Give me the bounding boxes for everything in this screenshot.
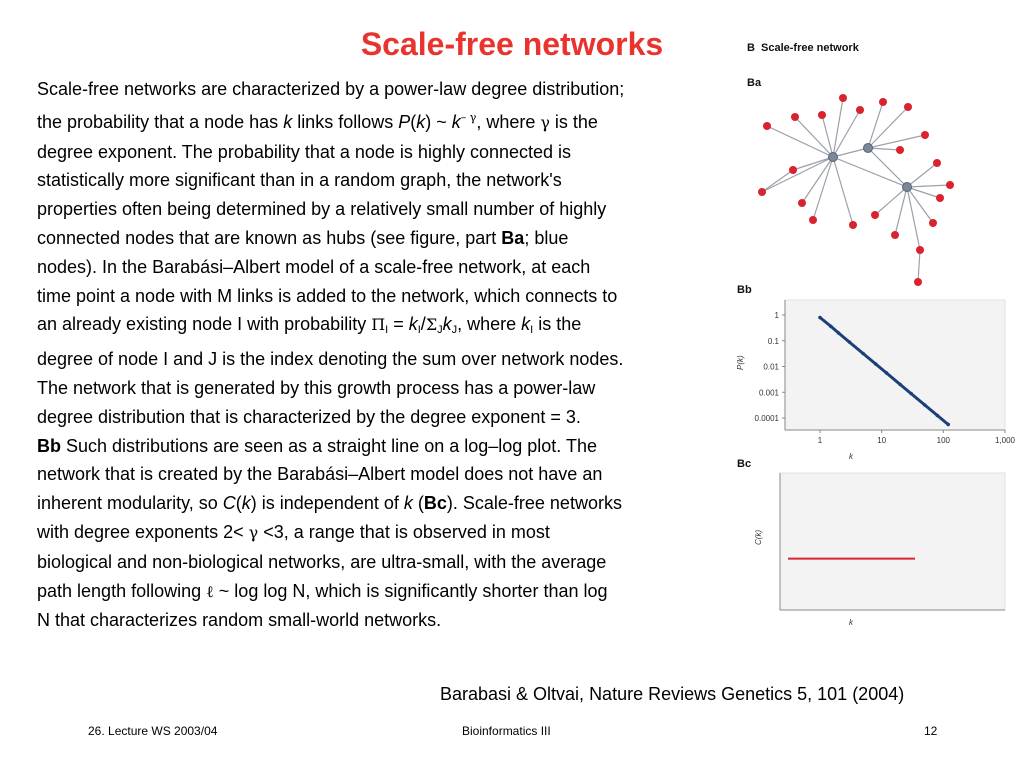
body-line-14: network that is created by the Barabási–Albert model does not have an — [37, 464, 603, 485]
text: ; blue — [524, 227, 569, 248]
text: links follows — [292, 111, 399, 132]
plot-b-point — [818, 316, 822, 320]
plot-b-ytick-label: 0.1 — [767, 336, 779, 346]
plot-b-point — [874, 362, 878, 366]
network-hub-node — [864, 144, 873, 153]
plot-b-point — [909, 392, 913, 396]
plot-b-point — [946, 423, 950, 427]
network-node — [856, 106, 864, 114]
subscript: I — [385, 324, 389, 337]
text: , where — [457, 314, 522, 335]
plot-b-ytick-label: 1 — [774, 311, 779, 320]
plot-b-point — [848, 340, 852, 344]
plot-b-point — [837, 331, 841, 335]
body-line-2 — [37, 104, 697, 138]
network-node — [798, 199, 806, 207]
plot-b-point — [885, 371, 889, 375]
network-node — [914, 278, 922, 286]
network-edge — [868, 107, 908, 148]
text: = — [388, 314, 409, 335]
body-line-1: Scale-free networks are characterized by a power-law degree distribution; — [37, 79, 625, 99]
text: connected nodes that are known as hubs (see figure, part — [37, 227, 502, 248]
text: Bb — [37, 435, 61, 456]
plot-b-xtick-label: 100 — [936, 436, 951, 445]
network-node — [936, 194, 944, 202]
network-node — [946, 181, 954, 189]
ell-symbol: ℓ — [206, 581, 214, 601]
plot-b-background — [785, 300, 1005, 430]
body-line-10: degree of node I and J is the index denoting the sum over network nodes. — [37, 349, 624, 370]
text: ~ log log N, which is significantly shorter than log — [213, 580, 608, 601]
network-node — [871, 211, 879, 219]
pi-symbol: Π — [371, 315, 386, 335]
network-edge — [762, 157, 833, 192]
text: ) is independent of — [250, 493, 404, 514]
network-edge — [868, 135, 925, 148]
network-edge — [918, 250, 920, 282]
footer-lecture: 26. Lecture WS 2003/04 — [88, 724, 218, 738]
network-edge — [833, 148, 868, 157]
text: ). Scale-free networks — [446, 493, 622, 514]
text: / — [420, 314, 426, 335]
text: ( — [235, 493, 242, 514]
text: path length following — [37, 580, 207, 601]
body-line-7: nodes). In the Barabási–Albert model of a scale-free network, at each — [37, 256, 591, 277]
network-node — [789, 166, 797, 174]
body-line-19: N that characterizes random small-world networks. — [37, 610, 442, 631]
network-hub-node — [903, 183, 912, 192]
text: Bc — [423, 493, 447, 514]
body-line-16 — [37, 518, 697, 548]
panel-a-label: Ba — [747, 77, 762, 89]
subscript: I — [417, 324, 421, 337]
plot-c-ylabel: C(k) — [754, 529, 763, 545]
text: C — [222, 493, 236, 514]
network-node — [849, 221, 857, 229]
network-node — [904, 103, 912, 111]
gamma-symbol: γ — [540, 112, 550, 132]
network-node — [809, 216, 817, 224]
figure-header-letter: B — [747, 42, 755, 54]
network-edge — [833, 157, 853, 225]
plot-b-point — [861, 352, 865, 356]
network-node — [891, 231, 899, 239]
gamma-symbol: γ — [248, 522, 259, 542]
plot-b-xlabel: k — [849, 452, 853, 461]
body-line-6 — [37, 224, 697, 253]
plot-b-xtick-label: 10 — [877, 436, 887, 445]
network-node — [933, 159, 941, 167]
text: P — [398, 111, 411, 132]
network-nodes — [758, 94, 954, 286]
text: the probability that a node has — [37, 111, 284, 132]
plot-b-ylabel: P(k) — [736, 355, 745, 370]
network-edge — [907, 187, 940, 198]
network-edge — [875, 187, 907, 215]
plot-b-point — [936, 414, 940, 418]
network-node — [929, 219, 937, 227]
body-line-12: degree distribution that is characterized by the degree exponent = 3. — [37, 406, 581, 427]
panel-c-label: Bc — [737, 458, 752, 470]
body-line-18 — [37, 577, 697, 607]
text: an already existing node I with probability — [37, 314, 372, 335]
body-line-9 — [37, 310, 697, 345]
text: ) ~ — [425, 111, 452, 132]
plot-b-ytick-label: 0.0001 — [754, 414, 779, 423]
citation: Barabasi & Oltvai, Nature Reviews Genetics 5, 101 (2004) — [440, 684, 905, 704]
panel-b-label: Bb — [737, 284, 752, 296]
body-line-5: properties often being determined by a relatively small number of highly — [37, 199, 607, 220]
network-edge — [895, 187, 907, 235]
body-line-15 — [37, 489, 697, 518]
body-line-8: time point a node with M links is added to the network, which connects to — [37, 285, 618, 306]
text: is the — [549, 111, 598, 132]
text: k — [442, 314, 452, 335]
network-edges — [762, 98, 950, 282]
plot-b-point — [829, 325, 833, 329]
plot-b-point — [923, 403, 927, 407]
network-edge — [793, 157, 833, 170]
network-node — [879, 98, 887, 106]
body-line-3: degree exponent. The probability that a node is highly connected is — [37, 141, 572, 162]
network-node — [791, 113, 799, 121]
network-edge — [907, 185, 950, 187]
figure-header-text: Scale-free network — [761, 42, 859, 54]
body-line-4: statistically more significant than in a random graph, the network's — [37, 170, 562, 191]
plot-b-xtick-label: 1 — [817, 436, 823, 445]
footer-course: Bioinformatics III — [462, 724, 551, 738]
network-edge — [907, 163, 937, 187]
network-node — [763, 122, 771, 130]
network-edge — [762, 170, 793, 192]
text: is the — [533, 314, 582, 335]
network-edge — [767, 126, 833, 157]
plot-b-ytick-label: 0.001 — [758, 388, 779, 398]
text: ( — [410, 111, 417, 132]
footer-page-number: 12 — [924, 724, 938, 738]
slide-title: Scale-free networks — [360, 26, 664, 62]
network-edge — [833, 157, 907, 187]
text: Such distributions are seen as a straight line on a log–log plot. The — [61, 435, 598, 456]
text: k — [241, 493, 251, 514]
plot-b-point — [898, 383, 902, 387]
superscript: – γ — [460, 110, 477, 124]
plot-b-ytick-label: 0.01 — [763, 362, 779, 372]
text: k — [416, 111, 426, 132]
body-line-13 — [37, 432, 697, 461]
text: k — [521, 314, 531, 335]
network-node — [758, 188, 766, 196]
network-node — [916, 246, 924, 254]
network-node — [921, 131, 929, 139]
text: k — [451, 111, 461, 132]
text: ( — [412, 493, 424, 514]
text: k — [283, 111, 293, 132]
figure-panel — [725, 35, 1024, 635]
text: Ba — [501, 227, 525, 248]
network-node — [818, 111, 826, 119]
network-edge — [813, 157, 833, 220]
subscript: J — [451, 324, 458, 337]
text: k — [408, 314, 418, 335]
text: <3, a range that is observed in most — [258, 521, 550, 542]
subscript: J — [437, 324, 443, 337]
sigma-symbol: Σ — [425, 315, 438, 335]
network-hub-node — [829, 153, 838, 162]
plot-b-xtick-label: 1,000 — [994, 436, 1016, 445]
text: k — [403, 493, 413, 514]
network-edge — [868, 148, 907, 187]
text: inherent modularity, so — [37, 493, 223, 514]
text: , where — [476, 111, 541, 132]
body-paragraph — [37, 75, 697, 635]
network-node — [839, 94, 847, 102]
text: with degree exponents 2< — [37, 521, 249, 542]
network-node — [896, 146, 904, 154]
subscript: I — [530, 324, 534, 337]
body-line-17: biological and non-biological networks, are ultra-small, with the average — [37, 551, 607, 572]
plot-c-background — [780, 473, 1005, 610]
network-edge — [802, 157, 833, 203]
plot-c-xlabel: k — [849, 618, 853, 627]
body-line-11: The network that is generated by this growth process has a power-law — [37, 377, 596, 398]
